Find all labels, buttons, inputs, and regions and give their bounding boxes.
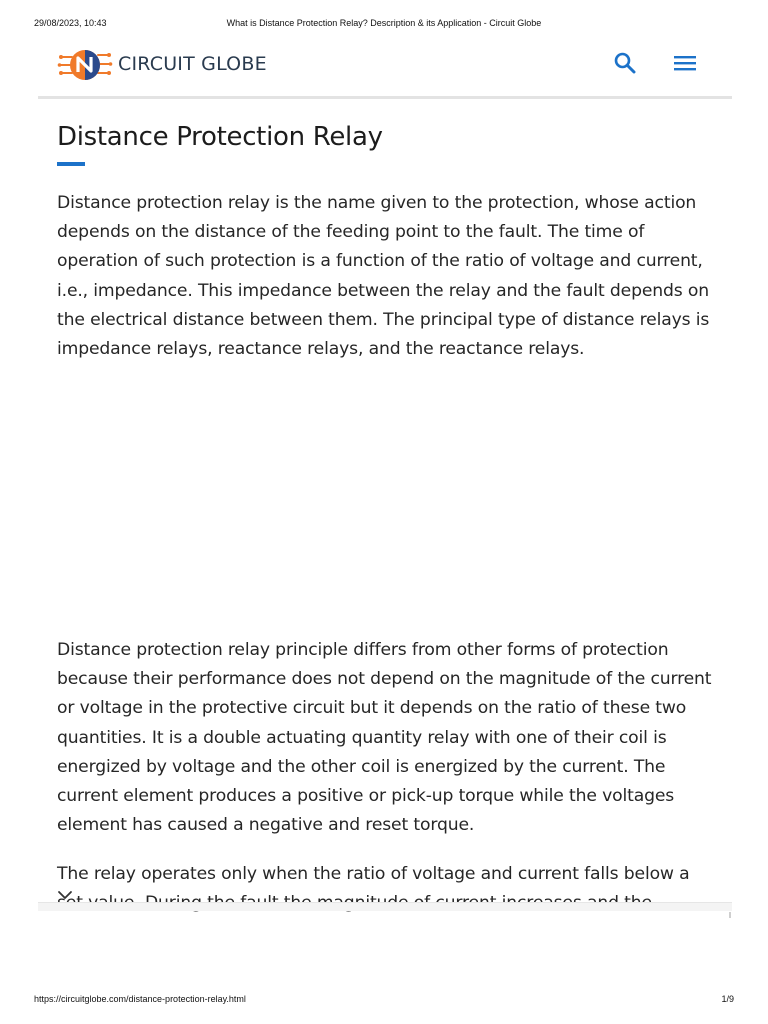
print-url: https://circuitglobe.com/distance-protection-relay.html	[34, 994, 246, 1004]
site-header	[38, 36, 732, 99]
article-paragraph-1: Distance protection relay is the name given to the protection, whose action depends on the distance of the feeding point to the fault. The time of operation of such protection is a function of the ratio of voltage and current, i.e., impedance. This impedance between the relay and the fault depends on the electrical distance between them. The principal type of distance relays is impedance relays, reactance relays, and the reactance relays.	[57, 193, 710, 360]
article-paragraph-2: Distance protection relay principle differs from other forms of protection because their performance does not depend on the magnitude of the current or voltage in the protective circuit but it depends on the ratio of these two quantities. It is a double actuating quantity relay with one of their coil is energized by voltage and the other coil is energized by the current. The current element produces a positive or pick-up torque while the voltages element has caused a negative and reset torque.	[57, 640, 712, 836]
collapse-toggle[interactable]	[57, 886, 73, 898]
chevron-down-icon	[57, 889, 73, 901]
print-datetime: 29/08/2023, 10:43	[34, 18, 107, 28]
logo-text: CIRCUIT GLOBE	[118, 53, 267, 75]
print-document-title: What is Distance Protection Relay? Description & its Application - Circuit Globe	[226, 18, 542, 28]
title-underline	[57, 162, 85, 166]
sticky-bottom-bar	[38, 902, 732, 911]
print-header	[34, 18, 734, 32]
circuit-globe-logo-icon	[58, 44, 112, 84]
hamburger-menu-icon	[673, 52, 697, 74]
search-button[interactable]	[613, 51, 637, 75]
menu-button[interactable]	[673, 52, 697, 74]
page-title: Distance Protection Relay	[57, 122, 383, 152]
site-logo[interactable]	[58, 44, 267, 84]
print-footer	[34, 994, 734, 1008]
print-page-count: 1/9	[721, 994, 734, 1004]
search-icon	[613, 51, 637, 75]
scroll-indicator	[729, 912, 731, 918]
article-paragraph-3: The relay operates only when the ratio of voltage and current falls below a	[57, 864, 690, 884]
